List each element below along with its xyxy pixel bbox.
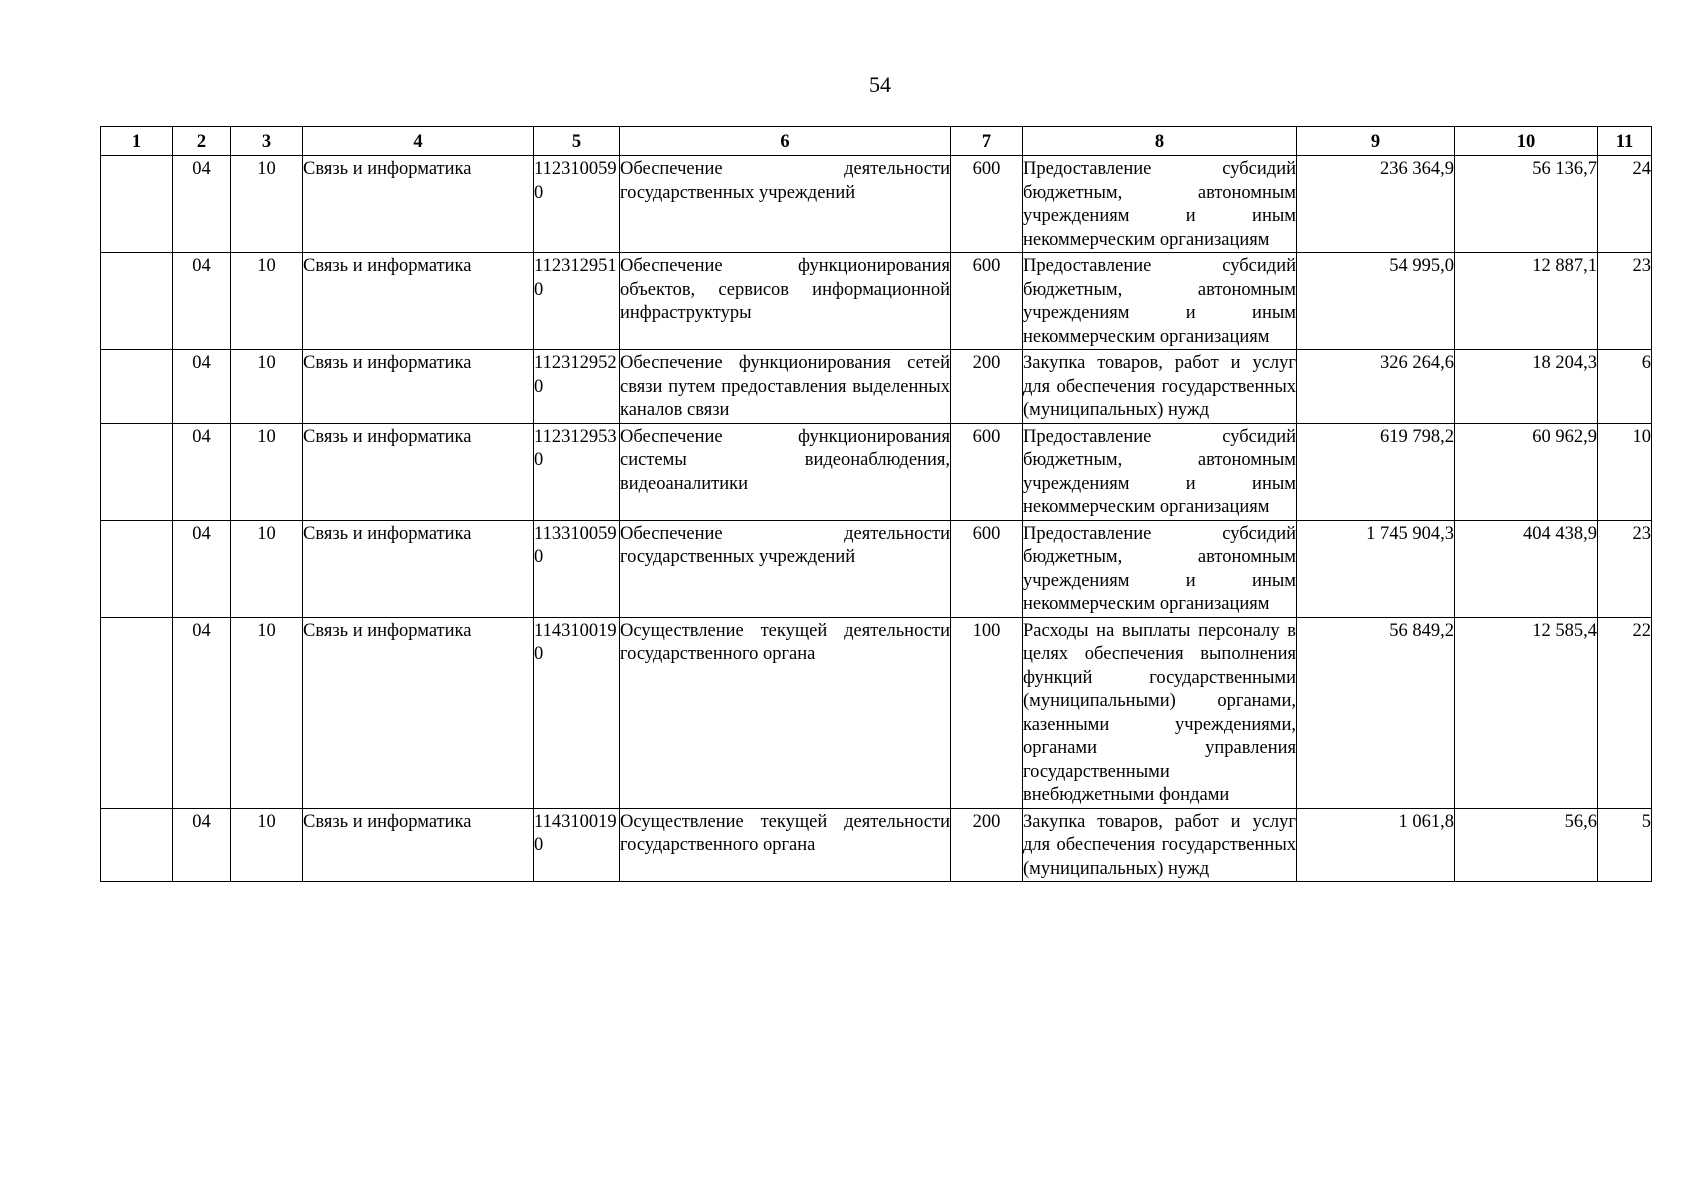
budget-table <box>100 126 1652 882</box>
cell-amount-fact: 404 438,9 <box>1455 520 1598 617</box>
cell-col-1 <box>101 520 173 617</box>
cell-expense-name: Предоставление субсидий бюджетным, автономным учреждениям и иным некоммерческим организациям <box>1023 253 1297 350</box>
cell-amount-plan: 1 745 904,3 <box>1297 520 1455 617</box>
cell-expense-name: Закупка товаров, работ и услуг для обеспечения государственных (муниципальных) нужд <box>1023 350 1297 424</box>
cell-section: 04 <box>173 156 231 253</box>
cell-amount-fact: 60 962,9 <box>1455 423 1598 520</box>
cell-expense-type: 200 <box>951 350 1023 424</box>
cell-amount-fact: 56 136,7 <box>1455 156 1598 253</box>
cell-col-1 <box>101 617 173 808</box>
cell-target-code: 1123129530 <box>534 423 620 520</box>
cell-subsection: 10 <box>231 520 303 617</box>
table-row <box>101 617 1652 808</box>
cell-expense-name: Закупка товаров, работ и услуг для обеспечения государственных (муниципальных) нужд <box>1023 808 1297 882</box>
cell-amount-plan: 619 798,2 <box>1297 423 1455 520</box>
cell-expense-type: 100 <box>951 617 1023 808</box>
cell-percent: 23 <box>1598 253 1652 350</box>
cell-subsection: 10 <box>231 617 303 808</box>
cell-percent: 24 <box>1598 156 1652 253</box>
cell-target-code: 1143100190 <box>534 617 620 808</box>
table-row <box>101 423 1652 520</box>
cell-amount-fact: 12 585,4 <box>1455 617 1598 808</box>
table-row <box>101 520 1652 617</box>
cell-amount-plan: 236 364,9 <box>1297 156 1455 253</box>
cell-section-name: Связь и информатика <box>303 423 534 520</box>
cell-amount-plan: 56 849,2 <box>1297 617 1455 808</box>
cell-target-name: Обеспечение функционирования системы видеонаблюдения, видеоаналитики <box>620 423 951 520</box>
cell-target-code: 1123129510 <box>534 253 620 350</box>
cell-section-name: Связь и информатика <box>303 808 534 882</box>
table-row <box>101 808 1652 882</box>
cell-section: 04 <box>173 808 231 882</box>
cell-amount-plan: 54 995,0 <box>1297 253 1455 350</box>
cell-col-1 <box>101 423 173 520</box>
cell-expense-name: Расходы на выплаты персоналу в целях обеспечения выполнения функций государственными (муниципальными) органами, казенными учреждениями, органами управления государственными внебюджетными фондами <box>1023 617 1297 808</box>
cell-section: 04 <box>173 423 231 520</box>
cell-amount-plan: 1 061,8 <box>1297 808 1455 882</box>
header-cell: 5 <box>534 127 620 156</box>
cell-percent: 22 <box>1598 617 1652 808</box>
cell-target-code: 1123129520 <box>534 350 620 424</box>
cell-section-name: Связь и информатика <box>303 253 534 350</box>
cell-expense-type: 600 <box>951 520 1023 617</box>
header-cell: 10 <box>1455 127 1598 156</box>
cell-col-1 <box>101 253 173 350</box>
cell-target-name: Осуществление текущей деятельности государственного органа <box>620 808 951 882</box>
cell-amount-fact: 18 204,3 <box>1455 350 1598 424</box>
cell-col-1 <box>101 156 173 253</box>
cell-percent: 6 <box>1598 350 1652 424</box>
cell-amount-fact: 12 887,1 <box>1455 253 1598 350</box>
cell-col-1 <box>101 808 173 882</box>
cell-target-name: Обеспечение деятельности государственных учреждений <box>620 156 951 253</box>
cell-subsection: 10 <box>231 350 303 424</box>
cell-section: 04 <box>173 520 231 617</box>
cell-expense-type: 200 <box>951 808 1023 882</box>
cell-section-name: Связь и информатика <box>303 350 534 424</box>
cell-target-name: Обеспечение функционирования сетей связи путем предоставления выделенных каналов связи <box>620 350 951 424</box>
cell-target-code: 1123100590 <box>534 156 620 253</box>
cell-expense-name: Предоставление субсидий бюджетным, автономным учреждениям и иным некоммерческим организациям <box>1023 156 1297 253</box>
table-row <box>101 156 1652 253</box>
cell-target-code: 1143100190 <box>534 808 620 882</box>
header-cell: 6 <box>620 127 951 156</box>
cell-section: 04 <box>173 350 231 424</box>
header-cell: 9 <box>1297 127 1455 156</box>
cell-expense-name: Предоставление субсидий бюджетным, автономным учреждениям и иным некоммерческим организациям <box>1023 423 1297 520</box>
header-cell: 2 <box>173 127 231 156</box>
cell-expense-type: 600 <box>951 253 1023 350</box>
cell-percent: 23 <box>1598 520 1652 617</box>
cell-section: 04 <box>173 253 231 350</box>
header-cell: 8 <box>1023 127 1297 156</box>
cell-section-name: Связь и информатика <box>303 520 534 617</box>
page-number: 54 <box>869 72 891 97</box>
header-cell: 11 <box>1598 127 1652 156</box>
cell-percent: 5 <box>1598 808 1652 882</box>
table-row <box>101 350 1652 424</box>
header-cell: 4 <box>303 127 534 156</box>
cell-subsection: 10 <box>231 808 303 882</box>
header-cell: 1 <box>101 127 173 156</box>
cell-amount-plan: 326 264,6 <box>1297 350 1455 424</box>
cell-target-name: Осуществление текущей деятельности государственного органа <box>620 617 951 808</box>
cell-target-name: Обеспечение деятельности государственных учреждений <box>620 520 951 617</box>
cell-expense-type: 600 <box>951 423 1023 520</box>
cell-section: 04 <box>173 617 231 808</box>
cell-percent: 10 <box>1598 423 1652 520</box>
table-row <box>101 253 1652 350</box>
cell-expense-name: Предоставление субсидий бюджетным, автономным учреждениям и иным некоммерческим организациям <box>1023 520 1297 617</box>
cell-target-name: Обеспечение функционирования объектов, сервисов информационной инфраструктуры <box>620 253 951 350</box>
header-cell: 3 <box>231 127 303 156</box>
cell-col-1 <box>101 350 173 424</box>
cell-section-name: Связь и информатика <box>303 156 534 253</box>
cell-amount-fact: 56,6 <box>1455 808 1598 882</box>
cell-section-name: Связь и информатика <box>303 617 534 808</box>
cell-target-code: 1133100590 <box>534 520 620 617</box>
cell-subsection: 10 <box>231 156 303 253</box>
header-row <box>101 127 1652 156</box>
header-cell: 7 <box>951 127 1023 156</box>
cell-subsection: 10 <box>231 253 303 350</box>
cell-expense-type: 600 <box>951 156 1023 253</box>
cell-subsection: 10 <box>231 423 303 520</box>
